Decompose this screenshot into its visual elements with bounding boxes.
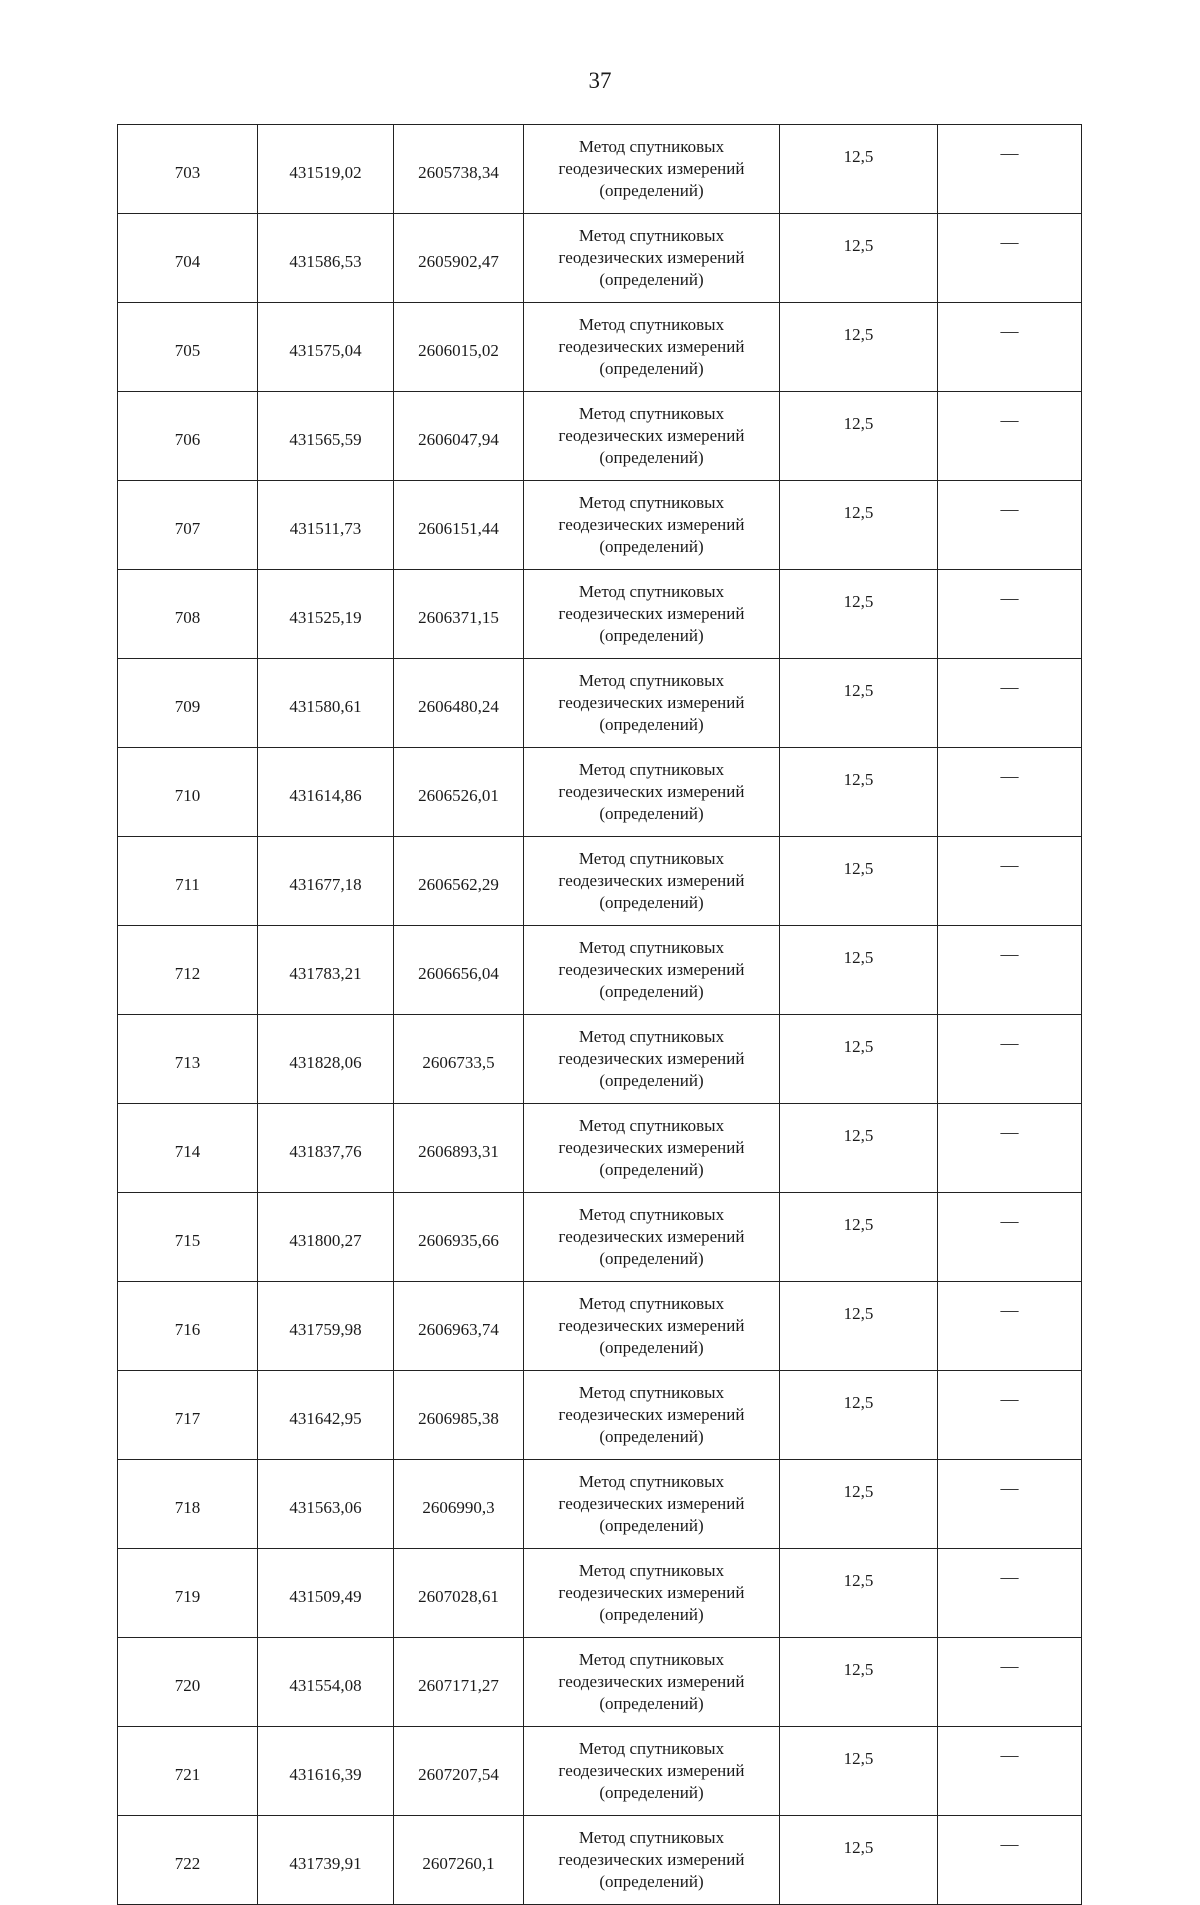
method-line: геодезических измерений xyxy=(558,1405,745,1424)
method-line: Метод спутниковых xyxy=(578,849,725,868)
method-line: геодезических измерений xyxy=(558,693,745,712)
method-line: (определений) xyxy=(599,715,704,734)
accuracy-cell: 12,5 xyxy=(780,748,938,837)
x-coordinate-cell: 431616,39 xyxy=(258,1727,394,1816)
x-coordinate-cell: 431759,98 xyxy=(258,1282,394,1371)
accuracy-cell: 12,5 xyxy=(780,1460,938,1549)
table-row xyxy=(118,1460,1082,1549)
method-cell xyxy=(524,1638,780,1727)
method-line: (определений) xyxy=(599,270,704,289)
table-row xyxy=(118,1549,1082,1638)
table-row xyxy=(118,659,1082,748)
note-cell: — xyxy=(938,570,1082,659)
method-line: (определений) xyxy=(599,804,704,823)
x-coordinate-cell: 431519,02 xyxy=(258,125,394,214)
point-number-cell: 717 xyxy=(118,1371,258,1460)
method-line: (определений) xyxy=(599,181,704,200)
method-line: геодезических измерений xyxy=(558,1049,745,1068)
accuracy-cell: 12,5 xyxy=(780,1727,938,1816)
accuracy-cell: 12,5 xyxy=(780,1816,938,1905)
table-row xyxy=(118,748,1082,837)
point-number-cell: 715 xyxy=(118,1193,258,1282)
y-coordinate-cell: 2606893,31 xyxy=(394,1104,524,1193)
point-number-cell: 703 xyxy=(118,125,258,214)
x-coordinate-cell: 431677,18 xyxy=(258,837,394,926)
point-number-cell: 720 xyxy=(118,1638,258,1727)
method-line: Метод спутниковых xyxy=(578,1116,725,1135)
accuracy-cell: 12,5 xyxy=(780,1638,938,1727)
y-coordinate-cell: 2606733,5 xyxy=(394,1015,524,1104)
table-row xyxy=(118,1193,1082,1282)
point-number-cell: 704 xyxy=(118,214,258,303)
method-line: Метод спутниковых xyxy=(578,1383,725,1402)
method-line: геодезических измерений xyxy=(558,1583,745,1602)
method-line: геодезических измерений xyxy=(558,871,745,890)
method-line: Метод спутниковых xyxy=(578,493,725,512)
point-number-cell: 719 xyxy=(118,1549,258,1638)
accuracy-cell: 12,5 xyxy=(780,1104,938,1193)
point-number-cell: 708 xyxy=(118,570,258,659)
note-cell: — xyxy=(938,303,1082,392)
table-row xyxy=(118,303,1082,392)
point-number-cell: 709 xyxy=(118,659,258,748)
note-cell: — xyxy=(938,1549,1082,1638)
table-row xyxy=(118,1816,1082,1905)
accuracy-cell: 12,5 xyxy=(780,214,938,303)
y-coordinate-cell: 2606047,94 xyxy=(394,392,524,481)
method-cell xyxy=(524,1193,780,1282)
method-cell xyxy=(524,1371,780,1460)
note-cell: — xyxy=(938,1460,1082,1549)
y-coordinate-cell: 2605902,47 xyxy=(394,214,524,303)
method-line: Метод спутниковых xyxy=(578,1294,725,1313)
point-number-cell: 716 xyxy=(118,1282,258,1371)
note-cell: — xyxy=(938,1638,1082,1727)
point-number-cell: 722 xyxy=(118,1816,258,1905)
method-cell xyxy=(524,1282,780,1371)
method-cell xyxy=(524,748,780,837)
method-line: геодезических измерений xyxy=(558,159,745,178)
table-row xyxy=(118,481,1082,570)
method-cell xyxy=(524,481,780,570)
note-cell: — xyxy=(938,1015,1082,1104)
note-cell: — xyxy=(938,926,1082,1015)
x-coordinate-cell: 431586,53 xyxy=(258,214,394,303)
accuracy-cell: 12,5 xyxy=(780,481,938,570)
accuracy-cell: 12,5 xyxy=(780,1015,938,1104)
y-coordinate-cell: 2605738,34 xyxy=(394,125,524,214)
x-coordinate-cell: 431511,73 xyxy=(258,481,394,570)
note-cell: — xyxy=(938,1104,1082,1193)
method-line: геодезических измерений xyxy=(558,248,745,267)
method-line: (определений) xyxy=(599,982,704,1001)
y-coordinate-cell: 2607260,1 xyxy=(394,1816,524,1905)
note-cell: — xyxy=(938,748,1082,837)
note-cell: — xyxy=(938,1371,1082,1460)
method-cell xyxy=(524,1549,780,1638)
method-cell xyxy=(524,303,780,392)
x-coordinate-cell: 431563,06 xyxy=(258,1460,394,1549)
method-cell xyxy=(524,926,780,1015)
x-coordinate-cell: 431739,91 xyxy=(258,1816,394,1905)
x-coordinate-cell: 431800,27 xyxy=(258,1193,394,1282)
method-cell xyxy=(524,1104,780,1193)
method-line: (определений) xyxy=(599,1694,704,1713)
method-line: (определений) xyxy=(599,1872,704,1891)
x-coordinate-cell: 431525,19 xyxy=(258,570,394,659)
note-cell: — xyxy=(938,1816,1082,1905)
y-coordinate-cell: 2607171,27 xyxy=(394,1638,524,1727)
method-cell xyxy=(524,837,780,926)
x-coordinate-cell: 431783,21 xyxy=(258,926,394,1015)
accuracy-cell: 12,5 xyxy=(780,570,938,659)
y-coordinate-cell: 2606935,66 xyxy=(394,1193,524,1282)
table-row xyxy=(118,1015,1082,1104)
table-row xyxy=(118,1104,1082,1193)
y-coordinate-cell: 2606562,29 xyxy=(394,837,524,926)
x-coordinate-cell: 431614,86 xyxy=(258,748,394,837)
note-cell: — xyxy=(938,481,1082,570)
x-coordinate-cell: 431837,76 xyxy=(258,1104,394,1193)
method-line: Метод спутниковых xyxy=(578,760,725,779)
table-row xyxy=(118,837,1082,926)
method-line: геодезических измерений xyxy=(558,604,745,623)
method-line: Метод спутниковых xyxy=(578,226,725,245)
method-cell xyxy=(524,214,780,303)
table-row xyxy=(118,1282,1082,1371)
y-coordinate-cell: 2606151,44 xyxy=(394,481,524,570)
accuracy-cell: 12,5 xyxy=(780,392,938,481)
note-cell: — xyxy=(938,1193,1082,1282)
point-number-cell: 706 xyxy=(118,392,258,481)
point-number-cell: 707 xyxy=(118,481,258,570)
method-line: Метод спутниковых xyxy=(578,1027,725,1046)
page-number: 37 xyxy=(588,68,612,93)
method-line: Метод спутниковых xyxy=(578,404,725,423)
x-coordinate-cell: 431642,95 xyxy=(258,1371,394,1460)
method-line: (определений) xyxy=(599,1071,704,1090)
note-cell: — xyxy=(938,1727,1082,1816)
method-line: (определений) xyxy=(599,448,704,467)
x-coordinate-cell: 431565,59 xyxy=(258,392,394,481)
table-row xyxy=(118,926,1082,1015)
accuracy-cell: 12,5 xyxy=(780,659,938,748)
table-row xyxy=(118,570,1082,659)
point-number-cell: 713 xyxy=(118,1015,258,1104)
method-line: геодезических измерений xyxy=(558,1316,745,1335)
method-line: геодезических измерений xyxy=(558,1138,745,1157)
method-line: Метод спутниковых xyxy=(578,1739,725,1758)
method-cell xyxy=(524,1460,780,1549)
note-cell: — xyxy=(938,214,1082,303)
y-coordinate-cell: 2606963,74 xyxy=(394,1282,524,1371)
accuracy-cell: 12,5 xyxy=(780,1282,938,1371)
method-line: геодезических измерений xyxy=(558,1850,745,1869)
note-cell: — xyxy=(938,1282,1082,1371)
method-line: (определений) xyxy=(599,1427,704,1446)
method-line: Метод спутниковых xyxy=(578,137,725,156)
method-line: (определений) xyxy=(599,1338,704,1357)
y-coordinate-cell: 2606656,04 xyxy=(394,926,524,1015)
method-line: (определений) xyxy=(599,1783,704,1802)
method-line: Метод спутниковых xyxy=(578,1828,725,1847)
accuracy-cell: 12,5 xyxy=(780,1549,938,1638)
method-line: геодезических измерений xyxy=(558,960,745,979)
point-number-cell: 714 xyxy=(118,1104,258,1193)
point-number-cell: 721 xyxy=(118,1727,258,1816)
y-coordinate-cell: 2606371,15 xyxy=(394,570,524,659)
x-coordinate-cell: 431828,06 xyxy=(258,1015,394,1104)
method-line: (определений) xyxy=(599,626,704,645)
y-coordinate-cell: 2606990,3 xyxy=(394,1460,524,1549)
method-cell xyxy=(524,1816,780,1905)
table-row xyxy=(118,392,1082,481)
note-cell: — xyxy=(938,659,1082,748)
method-line: геодезических измерений xyxy=(558,1672,745,1691)
method-line: Метод спутниковых xyxy=(578,1205,725,1224)
point-number-cell: 711 xyxy=(118,837,258,926)
note-cell: — xyxy=(938,125,1082,214)
method-line: Метод спутниковых xyxy=(578,938,725,957)
method-line: Метод спутниковых xyxy=(578,671,725,690)
method-line: геодезических измерений xyxy=(558,1227,745,1246)
y-coordinate-cell: 2606526,01 xyxy=(394,748,524,837)
coordinates-table xyxy=(117,124,1082,1905)
method-cell xyxy=(524,392,780,481)
method-line: Метод спутниковых xyxy=(578,1561,725,1580)
point-number-cell: 712 xyxy=(118,926,258,1015)
method-cell xyxy=(524,659,780,748)
accuracy-cell: 12,5 xyxy=(780,1371,938,1460)
method-line: Метод спутниковых xyxy=(578,1472,725,1491)
y-coordinate-cell: 2606985,38 xyxy=(394,1371,524,1460)
table-row xyxy=(118,1371,1082,1460)
method-line: (определений) xyxy=(599,359,704,378)
point-number-cell: 705 xyxy=(118,303,258,392)
note-cell: — xyxy=(938,837,1082,926)
method-line: Метод спутниковых xyxy=(578,315,725,334)
method-cell xyxy=(524,125,780,214)
x-coordinate-cell: 431575,04 xyxy=(258,303,394,392)
y-coordinate-cell: 2606015,02 xyxy=(394,303,524,392)
method-line: Метод спутниковых xyxy=(578,582,725,601)
accuracy-cell: 12,5 xyxy=(780,125,938,214)
y-coordinate-cell: 2607028,61 xyxy=(394,1549,524,1638)
table-row xyxy=(118,1638,1082,1727)
method-cell xyxy=(524,570,780,659)
method-line: (определений) xyxy=(599,1605,704,1624)
method-line: (определений) xyxy=(599,1249,704,1268)
x-coordinate-cell: 431509,49 xyxy=(258,1549,394,1638)
accuracy-cell: 12,5 xyxy=(780,837,938,926)
point-number-cell: 710 xyxy=(118,748,258,837)
method-cell xyxy=(524,1015,780,1104)
method-line: Метод спутниковых xyxy=(578,1650,725,1669)
method-cell xyxy=(524,1727,780,1816)
method-line: (определений) xyxy=(599,537,704,556)
method-line: геодезических измерений xyxy=(558,426,745,445)
accuracy-cell: 12,5 xyxy=(780,1193,938,1282)
method-line: геодезических измерений xyxy=(558,515,745,534)
point-number-cell: 718 xyxy=(118,1460,258,1549)
accuracy-cell: 12,5 xyxy=(780,926,938,1015)
table-row xyxy=(118,1727,1082,1816)
y-coordinate-cell: 2607207,54 xyxy=(394,1727,524,1816)
note-cell: — xyxy=(938,392,1082,481)
method-line: геодезических измерений xyxy=(558,337,745,356)
method-line: (определений) xyxy=(599,1516,704,1535)
method-line: геодезических измерений xyxy=(558,782,745,801)
x-coordinate-cell: 431580,61 xyxy=(258,659,394,748)
method-line: геодезических измерений xyxy=(558,1494,745,1513)
table-row xyxy=(118,214,1082,303)
y-coordinate-cell: 2606480,24 xyxy=(394,659,524,748)
table-row xyxy=(118,125,1082,214)
accuracy-cell: 12,5 xyxy=(780,303,938,392)
method-line: геодезических измерений xyxy=(558,1761,745,1780)
coordinates-table-body xyxy=(118,125,1082,1905)
method-line: (определений) xyxy=(599,893,704,912)
method-line: (определений) xyxy=(599,1160,704,1179)
x-coordinate-cell: 431554,08 xyxy=(258,1638,394,1727)
